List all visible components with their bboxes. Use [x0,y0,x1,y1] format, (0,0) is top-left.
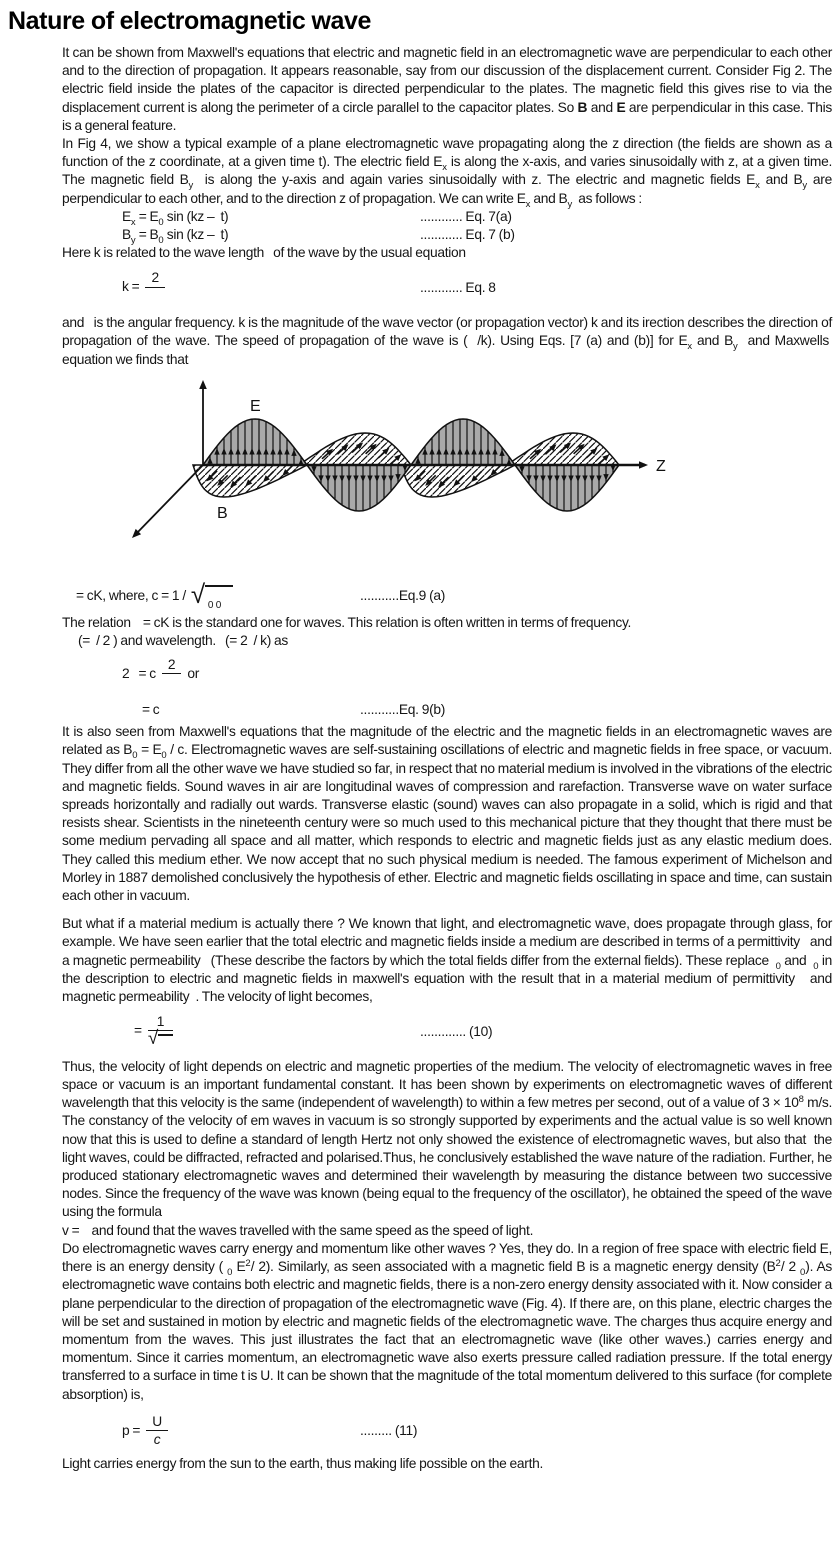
paragraph-velocity-formula: v = and found that the waves travelled with the same speed as the speed of light. [62,1222,534,1238]
equation-9b-lhs: = c [142,701,160,717]
paragraph-maxwell-fields: It is also seen from Maxwell's equations that the magnitude of the electric and the magnetic fields in an electromagnetic waves are related as $B_0 = E_0 / c$. Electromagnetic waves are self-sustaining oscillations of electric and magnetic fields in free space, or vacuum. They differ from all the other wave we have studied so far, in respect that no material medium is involved in the vibrations of the electric and magnetic fields. Sound waves in air are longitudinal waves of compression and rarefaction. Transverse wave on water surface spreads horizontally and radially out wards. Transverse elastic (sound) waves can also propagate in a solid, which is rigid and that resists shear. Scientists in the nineteenth century were so much used to this mechanical picture that they thought that there must be some medium pervading all space and all matter, which responds to electric and magnetic fields just as any elastic medium does. They called this medium ether. We now accept that no such physical medium is needed. The famous experiment of Michelson and Morley in 1887 demolished conclusively the hypothesis of ether. Electric and magnetic fields oscillating in space and time, can sustain each other in vacuum. [62,724,832,903]
paragraph-fig4: In Fig 4, we show a typical example of a plane electromagnetic wave propagating along the z direction (the fields are shown as a function of the z coordinate, at a given time t). The electric field $E_x$ is along the x-axis, and varies sinusoidally with z, at a given time. The magnetic field $B_y$ is along the y-axis and again varies sinusoidally with z. The electric and magnetic fields $E_x$ and $B_y$ are perpendicular to each other, and to the direction z of propagation. We can write $E_x$ and $B_y$ as follows : [62,136,832,210]
paragraph-relation: The relation = cK is the standard one for waves. This relation is often written in terms of frequency. [62,614,632,630]
paragraph-here-k: Here k is related to the wave length of the wave by the usual equation [62,245,466,261]
article-body [62,44,832,1474]
equation-11-lhs: p = [122,1422,141,1438]
b-field-label: B [217,504,228,522]
equation-11-label: ......... (11) [360,1422,418,1438]
equation-9a [62,578,832,611]
equation-7b [62,226,832,247]
radical: √ [147,1028,158,1050]
paragraph-velocity: Thus, the velocity of light depends on electric and magnetic properties of the medium. The velocity of electromagnetic waves in free space or vacuum is an important fundamental constant. It has been shown by experiments on electromagnetic waves of different wavelength that this velocity is the same (independent of wavelength) to within a few metres per second, out of a value of $3 \times 10^8$ m/s. The constancy of the velocity of em waves in vacuum is so strongly supported by experiments and the actual value is so well known now that this is used to define a standard of length Hertz not only showed the existence of electromagnetic waves, but also that the light waves, could be diffracted, refracted and polarised.Thus, he conclusively established the wave nature of the radiation. Further, he produced stationary electromagnetic waves and determined their wavelength by measuring the distance between two successive nodes. Since the frequency of the wave was known (being equal to the frequency of the oscillator), he obtained the speed of the wave using the formula [62,1058,832,1220]
equation-9b [62,701,832,719]
paragraph-material-medium: But what if a material medium is actually there ? We known that light, and electromagnetic wave, does propagate through glass, for example. We have seen earlier that the total electric and magnetic fields inside a medium are described in terms of a permittivity and a magnetic permeability (These describe the factors by which the total fields differ from the external fields). These replace $_0$ and $_0$ in the description to electric and magnetic fields in maxwell's equation with the result that in a material medium of permittivity and magnetic permeability . The velocity of light becomes, [62,916,833,1004]
equation-10 [62,1014,832,1049]
paragraph-energy-momentum: Do electromagnetic waves carry energy and momentum like other waves ? Yes, they do. In a region of free space with electric field E, there is an energy density ( $_0$ $E^2/$ 2). Similarly, as seen associated with a magnetic field B is a magnetic energy density ($B^2/$ 2 $_0$). As electromagnetic wave contains both electric and magnetic fields, there is a non-zero energy density associated with it. Now consider a plane perpendicular to the direction of propagation of the electromagnetic wave (Fig. 4). If there are, on this plane, electric charges the will be set and sustained in motion by electric and magnetic fields of the electromagnetic wave. The charges thus acquire energy and momentum from the waves. This just illustrates the fact that an electromagnetic wave (like other waves.) carries energy and momentum. Since it carries momentum, an electromagnetic wave also exerts pressure called radiation pressure. If the total energy transferred to a surface in time t is U. It can be shown that the magnitude of the total momentum delivered to this surface (for complete absorption) is, [62,1240,832,1402]
paragraph-closing: Light carries energy from the sun to the earth, thus making life possible on the earth. [62,1456,544,1472]
paragraph-angular-frequency: and is the angular frequency. k is the magnitude of the wave vector (or propagation vector) k and its irection describes the direction of propagation of the wave. The speed of propagation of the wave is ( /k). Using Eqs. [7 (a) and (b)] for $E_x$ and $B_y$ and Maxwells equation we finds that [62,315,832,367]
equation-7a-formula: $E_x = E_0$ sin (kz – t) [122,208,229,228]
equation-9b-label: ...........Eq. 9(b) [360,701,446,717]
equation-11 [62,1414,832,1449]
wave-figure [62,371,832,576]
fraction: $\frac{U}{c}$ [146,1414,168,1449]
radical: √ 0 0 [191,582,233,611]
page-title: Nature of electromagnetic wave [8,7,372,35]
fraction: 2 [162,657,181,692]
equation-10-label: ............. (10) [420,1023,493,1039]
equation-10-lhs: = [134,1023,142,1039]
e-field-label: E [250,397,261,415]
equation-9a-lhs: = cK, where, c = 1 / [76,587,186,603]
fraction: 2 [145,270,164,305]
equation-8-label: ............ Eq. 8 [420,279,496,295]
paragraph-intro: It can be shown from Maxwell's equations that electric and magnetic field in an electromagnetic wave are perpendicular to each other and to the direction of propagation. It appears reasonable, say from our discussion of the displacement current. Consider Fig 2. The electric field inside the plates of the capacitor is directed perpendicular to the plates. The magnetic field this gives rise to via the displacement current is along the perimeter of a circle parallel to the capacitor plates. So B and E are perpendicular in this case. This is a general feature. [62,45,832,133]
equation-9a-label: ...........Eq.9 (a) [360,588,446,604]
em-wave-diagram [62,371,840,576]
wave-lobes [132,380,648,538]
fraction: $\frac{1}{√}$ [148,1014,173,1049]
equation-8-lhs: k = [122,279,140,295]
equation-7b-label: ............ Eq. 7 (b) [420,227,515,243]
equation-7a [62,208,832,226]
z-axis-label: Z [656,457,666,475]
equation-7b-formula: $B_y = B_0$ sin (kz – t) [122,227,229,247]
equation-2pi: 2 = c 2 or [62,657,832,692]
paragraph-relation-2: (= / 2 ) and wavelength. (= 2 / k) as [78,632,288,648]
equation-7a-label: ............ Eq. 7(a) [420,208,512,224]
equation-8 [62,270,832,305]
